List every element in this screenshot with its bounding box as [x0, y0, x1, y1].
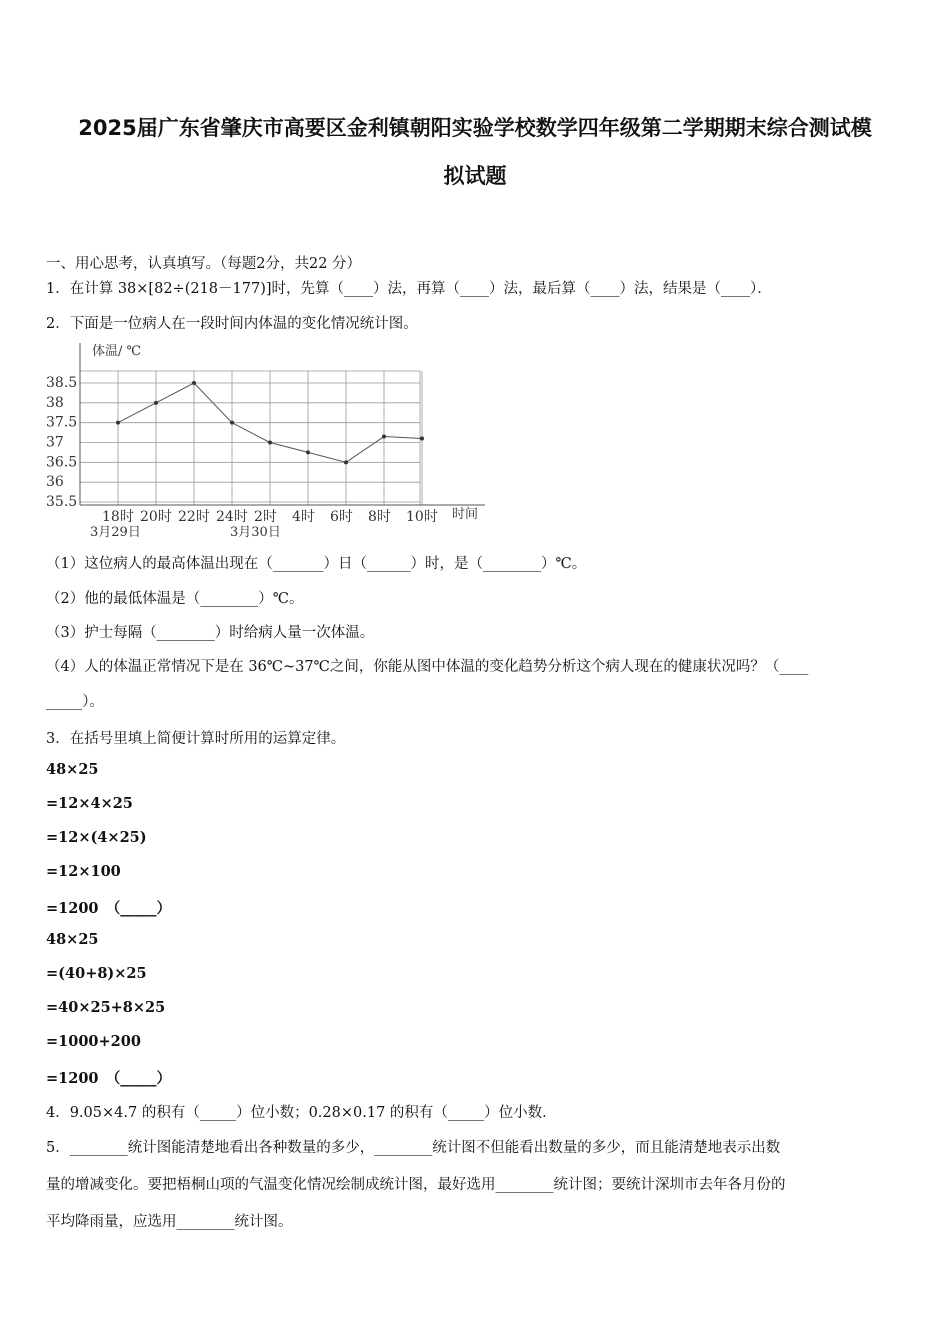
- date-label-1: 3月30日: [230, 525, 281, 540]
- chart-grid: [80, 371, 422, 505]
- calc1-line: =12×(4×25): [46, 829, 147, 846]
- question-3-stem: 3．在括号里填上简便计算时所用的运算定律。: [46, 731, 346, 747]
- y-tick-label: 37.5: [46, 414, 78, 431]
- x-tick-label: 6时: [330, 509, 353, 525]
- x-tick-label: 10时: [406, 509, 438, 525]
- data-point: [192, 381, 196, 385]
- date-label-0: 3月29日: [90, 525, 141, 540]
- y-axis-label: 体温/ ℃: [92, 344, 142, 359]
- y-tick-label: 38: [46, 394, 64, 411]
- x-tick-label: 20时: [140, 509, 172, 525]
- data-point: [382, 435, 386, 439]
- question-5-line2: 量的增减变化。要把梧桐山项的气温变化情况绘制成统计图，最好选用________统计图；要统计深圳市去年各月份的: [46, 1177, 786, 1193]
- calc1-line: =12×4×25: [46, 795, 133, 812]
- x-tick-labels: [102, 509, 438, 525]
- calc1-line: 48×25: [46, 761, 99, 778]
- question-2-sub2: （2）他的最低体温是（________）℃。: [46, 591, 304, 607]
- chart-axes: [80, 343, 485, 505]
- calc2-line: =40×25+8×25: [46, 999, 166, 1016]
- y-tick-label: 35.5: [46, 494, 78, 510]
- question-5-line3: 平均降雨量，应选用________统计图。: [46, 1214, 293, 1230]
- section-heading: 一、用心思考，认真填写。（每题2分，共22 分）: [46, 256, 362, 272]
- data-point: [420, 437, 424, 441]
- data-point: [230, 421, 234, 425]
- page-title-line1: 2025届广东省肇庆市高要区金利镇朝阳实验学校数学四年级第二学期期末综合测试模: [78, 116, 872, 140]
- calc2-line: =(40+8)×25: [46, 965, 147, 982]
- question-2-stem: 2．下面是一位病人在一段时间内体温的变化情况统计图。: [46, 316, 418, 332]
- y-tick-label: 36.5: [46, 454, 78, 471]
- calc1-line: =12×100: [46, 863, 121, 880]
- data-point: [154, 401, 158, 405]
- question-1: 1．在计算 38×[82÷(218－177)]时，先算（____）法，再算（____）法，最后算（____）法，结果是（____）．: [46, 281, 772, 297]
- calc2-line: =1000+200: [46, 1033, 141, 1050]
- question-2-sub1: （1）这位病人的最高体温出现在（_______）日（______）时，是（________）℃。: [46, 556, 587, 572]
- data-point: [268, 441, 272, 445]
- question-4: 4．9.05×4.7 的积有（_____）位小数；0.28×0.17 的积有（_____）位小数．: [46, 1105, 557, 1121]
- data-point: [116, 421, 120, 425]
- data-point: [344, 460, 348, 464]
- page-title-line2: 拟试题: [443, 164, 507, 188]
- x-axis-label: 时间: [452, 507, 479, 522]
- x-tick-label: 22时: [178, 509, 210, 525]
- temperature-line-chart: [40, 338, 500, 543]
- x-tick-label: 8时: [368, 509, 391, 525]
- x-tick-label: 4时: [292, 509, 315, 525]
- x-tick-label: 2时: [254, 509, 277, 525]
- calc2-line: 48×25: [46, 931, 99, 948]
- question-2-sub4-line1: （4）人的体温正常情况下是在 36℃~37℃之间，你能从图中体温的变化趋势分析这个病人现在的健康状况吗？（____: [46, 659, 809, 675]
- question-2-sub4-line2: _____）。: [46, 694, 104, 710]
- calc2-line: =1200 （_____）: [46, 1070, 172, 1087]
- data-point: [306, 450, 310, 454]
- y-tick-label: 36: [46, 474, 64, 491]
- y-tick-label: 37: [46, 434, 64, 451]
- x-tick-label: 18时: [102, 509, 134, 525]
- y-tick-labels: [46, 375, 77, 510]
- calc1-line: =1200 （_____）: [46, 900, 172, 917]
- x-tick-label: 24时: [216, 509, 248, 525]
- question-5-line1: 5．________统计图能清楚地看出各种数量的多少，________统计图不但能看出数量的多少，而且能清楚地表示出数: [46, 1140, 781, 1156]
- question-2-sub3: （3）护士每隔（________）时给病人量一次体温。: [46, 625, 375, 641]
- y-tick-label: 38.5: [46, 375, 78, 391]
